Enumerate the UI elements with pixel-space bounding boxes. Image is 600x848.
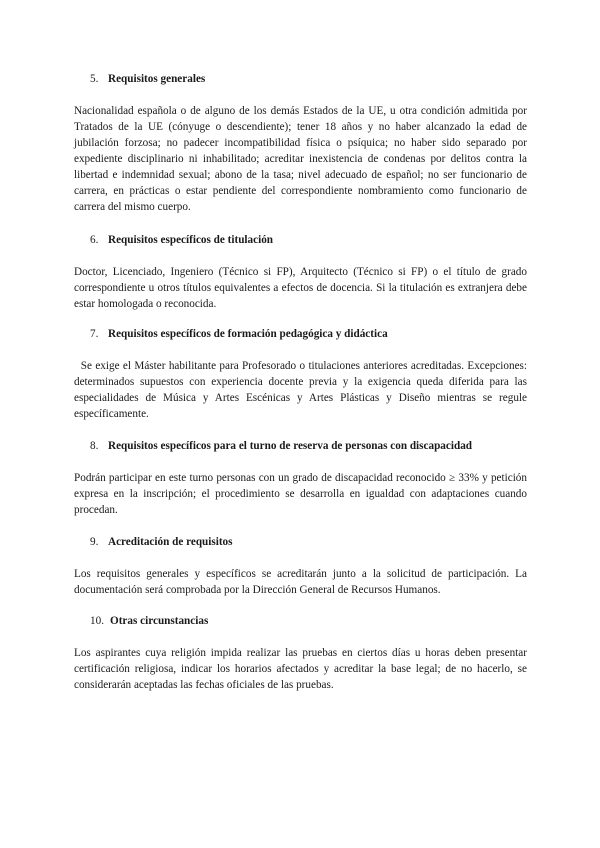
section-heading [74, 439, 527, 453]
section-6 [74, 233, 527, 312]
section-body: Podrán participar en este turno personas con un grado de discapacidad reconocido ≥ 33% y petición expresa en la inscripción; el procedimiento se desarrolla en igualdad con adaptaciones cuando procedan. [74, 472, 527, 516]
section-number: 8. [90, 440, 99, 452]
section-number: 10. [90, 615, 104, 627]
section-body: Nacionalidad española o de alguno de los demás Estados de la UE, u otra condición admitida por Tratados de la UE (cónyuge o descendiente); tener 18 años y no haber alcanzado la edad de jubilación forzosa; no padecer incompatibilidad física o psíquica; no haber sido separado por expediente disciplinario ni inhabilitado; acreditar inexistencia de condenas por delitos contra la libertad e indemnidad sexual; abono de la tasa; nivel adecuado de español; no ser funcionario de carrera, en prácticas o estar pendiente del correspondiente nombramiento como funcionario de carrera del mismo cuerpo. [74, 105, 527, 213]
section-heading [74, 614, 527, 628]
section-title: Requisitos específicos de titulación [108, 234, 274, 246]
section-number: 6. [90, 234, 99, 246]
section-title: Otras circunstancias [110, 615, 209, 627]
section-heading [74, 535, 527, 549]
section-body: Doctor, Licenciado, Ingeniero (Técnico si FP), Arquitecto (Técnico si FP) o el título de grado correspondiente u otros títulos equivalentes a efectos de docencia. Si la titulación es extranjera debe estar homologada o reconocida. [74, 266, 527, 310]
section-heading [74, 72, 527, 86]
section-heading [74, 327, 527, 341]
section-title: Requisitos generales [108, 73, 206, 85]
section-title: Requisitos específicos para el turno de reserva de personas con discapacidad [108, 440, 473, 452]
section-body: Se exige el Máster habilitante para Profesorado o titulaciones anteriores acreditadas. Excepciones: determinados supuestos con experiencia docente previa y la exigencia queda diferida para las especialidades de Música y Artes Escénicas y Artes Plásticas y Diseño mientras se regule específicamente. [74, 360, 530, 420]
section-10 [74, 614, 527, 693]
section-number: 7. [90, 328, 99, 340]
section-5 [74, 72, 527, 215]
section-9 [74, 535, 527, 598]
section-number: 5. [90, 73, 99, 85]
section-heading [74, 233, 527, 247]
section-7 [74, 327, 530, 422]
section-number: 9. [90, 536, 99, 548]
section-8 [74, 439, 527, 518]
section-body: Los requisitos generales y específicos se acreditarán junto a la solicitud de participación. La documentación será comprobada por la Dirección General de Recursos Humanos. [74, 568, 527, 596]
section-title: Acreditación de requisitos [108, 536, 233, 548]
section-body: Los aspirantes cuya religión impida realizar las pruebas en ciertos días u horas deben presentar certificación religiosa, indicar los horarios afectados y acreditar la base legal; de no hacerlo, se considerarán aceptadas las fechas oficiales de las pruebas. [74, 647, 527, 691]
section-title: Requisitos específicos de formación pedagógica y didáctica [108, 328, 388, 340]
